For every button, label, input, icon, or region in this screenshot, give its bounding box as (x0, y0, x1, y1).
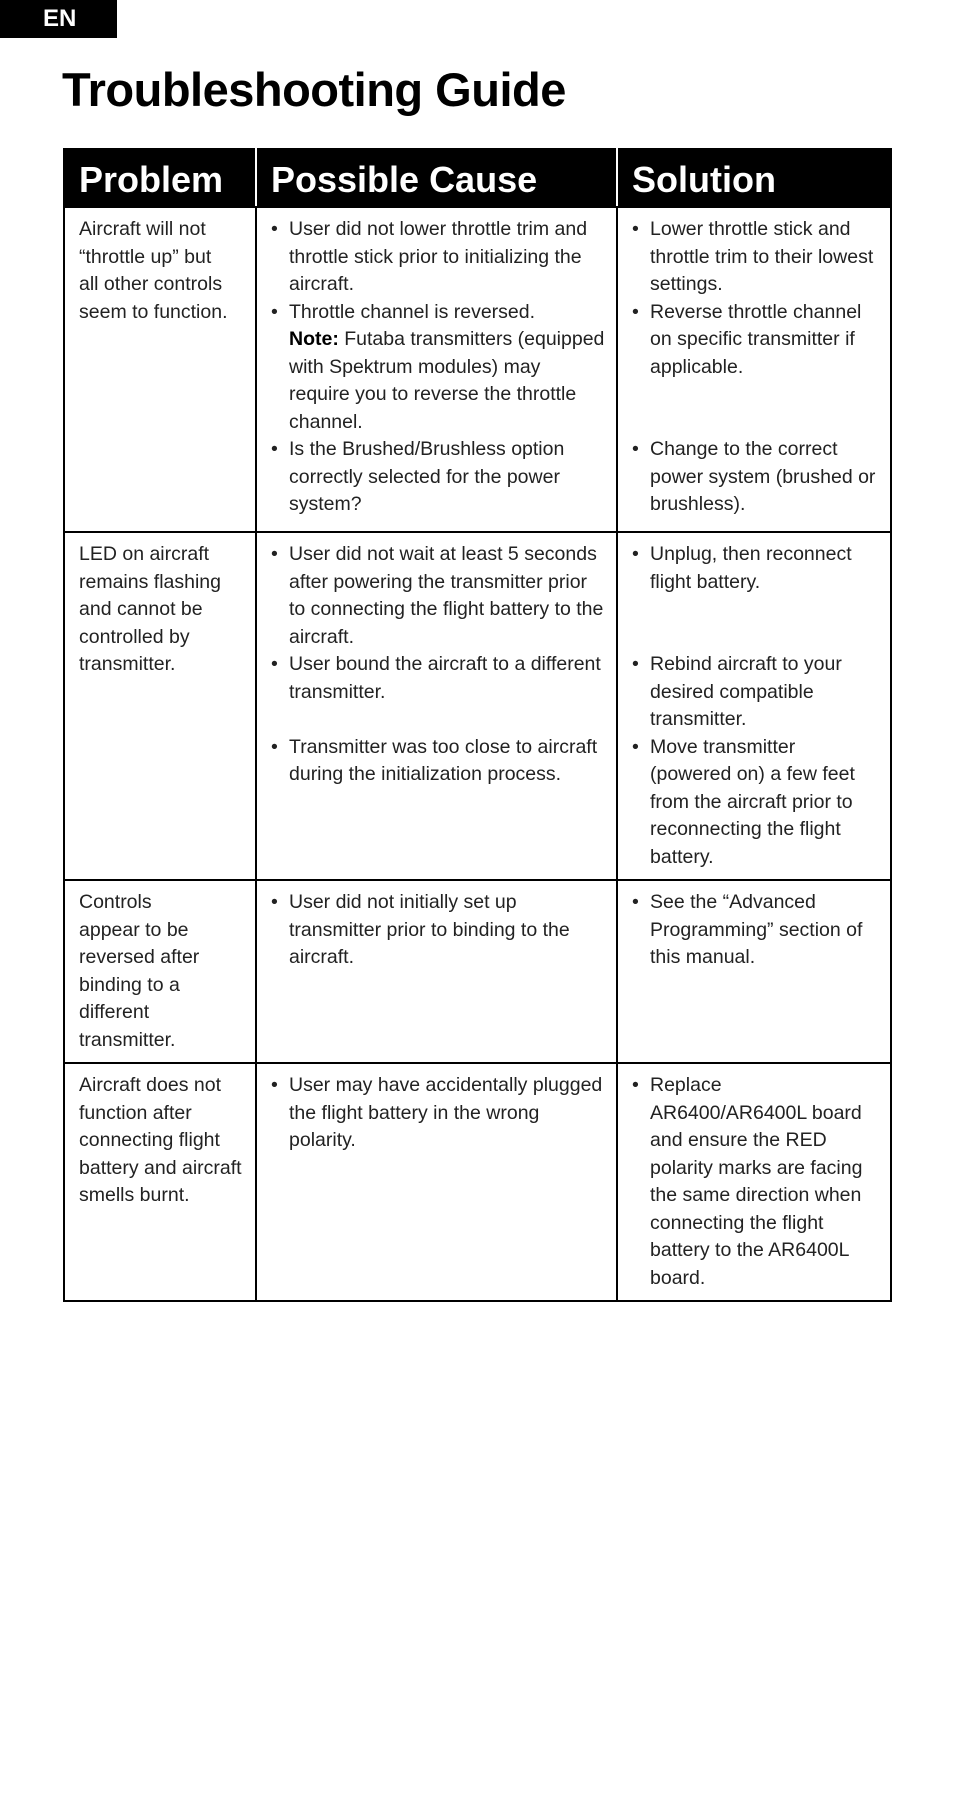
problem-cell (64, 1063, 256, 1301)
cause-cell (256, 880, 617, 1063)
list-item (271, 299, 606, 437)
table-row (64, 1063, 891, 1301)
troubleshooting-table (63, 148, 892, 1302)
solution-text: Lower throttle stick and throttle trim to their lowest settings. (650, 218, 874, 295)
list-item (632, 541, 880, 596)
note-label: Note: (289, 328, 339, 350)
problem-cell (64, 532, 256, 880)
list-item (632, 734, 880, 872)
list-item (632, 299, 880, 382)
solution-cell (617, 532, 891, 880)
cause-list (271, 889, 606, 972)
cause-text: User did not lower throttle trim and throttle stick prior to initializing the aircraft. (289, 218, 588, 295)
solution-text: Reverse throttle channel on specific transmitter if applicable. (650, 300, 862, 378)
note-text (289, 326, 606, 436)
problem-text: Aircraft does not function after connecting flight battery and aircraft smells burnt. (79, 1074, 242, 1206)
list-item (632, 1072, 880, 1292)
column-header-possible-cause: Possible Cause (256, 149, 617, 207)
column-header-solution: Solution (617, 149, 891, 207)
solution-list (632, 1072, 880, 1292)
table-row (64, 880, 891, 1063)
list-item (632, 651, 880, 734)
solution-list (632, 541, 880, 871)
cause-text: Transmitter was too close to aircraft during the initialization process. (289, 735, 598, 785)
cause-text: User did not wait at least 5 seconds after powering the transmitter prior to connecting the flight battery to the aircraft. (289, 543, 604, 648)
problem-cell (64, 880, 256, 1063)
cause-list (271, 1072, 606, 1155)
cause-cell (256, 532, 617, 880)
cause-text: User did not initially set up transmitter prior to binding to the aircraft. (289, 891, 570, 968)
problem-cell (64, 207, 256, 532)
solution-cell (617, 207, 891, 532)
table-header-row (64, 149, 891, 207)
list-item (632, 436, 880, 519)
list-item (271, 651, 606, 706)
list-item (271, 889, 606, 972)
solution-text: See the “Advanced Programming” section of this manual. (650, 891, 863, 968)
language-tab: EN (0, 0, 117, 38)
list-item (632, 216, 880, 299)
cause-cell (256, 1063, 617, 1301)
cause-cell (256, 207, 617, 532)
solution-text: Change to the correct power system (brushed or brushless). (650, 438, 876, 515)
list-item (271, 541, 606, 651)
solution-cell (617, 1063, 891, 1301)
solution-text: Rebind aircraft to your desired compatible transmitter. (650, 653, 842, 730)
list-item (271, 1072, 606, 1155)
cause-list (271, 216, 606, 519)
cause-text: User may have accidentally plugged the flight battery in the wrong polarity. (289, 1074, 603, 1151)
list-item (271, 734, 606, 789)
cause-text: Throttle channel is reversed. (289, 300, 536, 323)
page-title: Troubleshooting Guide (62, 63, 566, 116)
list-item (271, 436, 606, 519)
solution-list (632, 889, 880, 972)
problem-text: Controls appear to be reversed after binding to a different transmitter. (79, 891, 200, 1051)
column-header-problem: Problem (64, 149, 256, 207)
solution-text: Move transmitter (powered on) a few feet from the aircraft prior to reconnecting the flight battery. (650, 735, 855, 868)
cause-list (271, 541, 606, 789)
problem-text: Aircraft will not “throttle up” but all other controls seem to function. (79, 218, 228, 323)
list-item (632, 889, 880, 972)
solution-text: Replace AR6400/AR6400L board and ensure the RED polarity marks are facing the same direction when connecting the flight battery to the AR6400L board. (650, 1074, 863, 1289)
table-row (64, 532, 891, 880)
cause-text: Is the Brushed/Brushless option correctly selected for the power system? (289, 438, 565, 515)
cause-text: User bound the aircraft to a different transmitter. (289, 653, 601, 703)
problem-text: LED on aircraft remains flashing and cannot be controlled by transmitter. (79, 543, 221, 675)
note-body: Futaba transmitters (equipped with Spektrum modules) may require you to reverse the throttle channel. (289, 328, 605, 433)
solution-list (632, 216, 880, 519)
solution-text: Unplug, then reconnect flight battery. (650, 543, 852, 593)
table-row (64, 207, 891, 532)
solution-cell (617, 880, 891, 1063)
list-item (271, 216, 606, 299)
